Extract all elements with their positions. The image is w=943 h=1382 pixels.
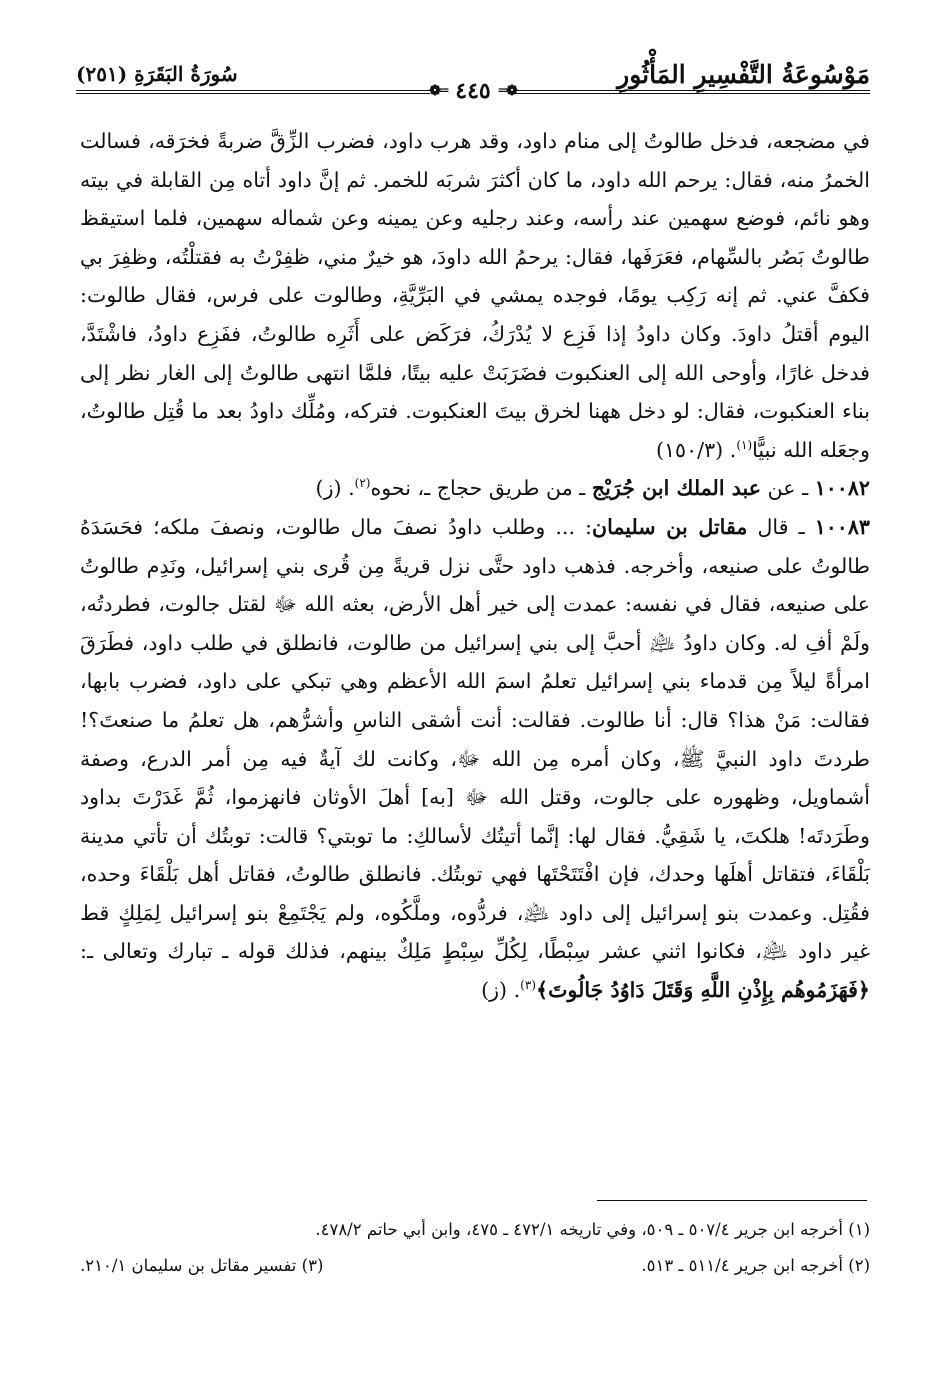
entry-10083 [80, 508, 870, 1010]
entry-text: ـ من طريق حجاج ـ، نحوه [370, 476, 592, 501]
entry-connector: ـ قال [747, 514, 815, 539]
paragraph-continuation [80, 122, 870, 469]
entry-number: ١٠٠٨٢ [814, 476, 870, 501]
page-number: ٤٤٥ [455, 78, 491, 104]
footnote-2: (٢) أخرجه ابن جرير ٥١١/٤ ـ ٥١٣. [641, 1256, 870, 1275]
entry-author: مقاتل بن سليمان [592, 514, 748, 539]
source-ref: . (١٥٠/٣) [655, 437, 737, 462]
entry-author: عبد الملك ابن جُرَيْج [591, 476, 762, 501]
entry-10082 [80, 469, 870, 508]
book-title: مَوْسُوعَةُ التَّفْسِيرِ المَأْثُورِ [617, 60, 870, 89]
source-ref: . (ز) [315, 476, 355, 501]
footnotes [80, 1212, 870, 1284]
footnote-ref: (٢) [354, 476, 371, 491]
footnote-divider [597, 1200, 867, 1201]
header-rule-right [516, 90, 870, 94]
surah-label: سُورَةُ البَقَرَةِ (٢٥١) [76, 62, 238, 86]
quran-verse: ﴿فَهَزَمُوهُم بِإِذْنِ اللَّهِ وَقَتَلَ دَاوُدُ جَالُوتَ﴾ [536, 978, 870, 1003]
ornament-icon: ❁═ [498, 83, 517, 99]
page-number-block [429, 78, 517, 104]
paragraph-text: في مضجعه، فدخل طالوتُ إلى منام داود، وقد هرب داود، فضرب الزِّقَّ ضربةً فخرَقه، فسالت الخمرُ منه، فقال: يرحم الله داود، ما كان أكثرَ شربَه للخمر. ثم إنَّ داود أتاه مِن القابلة في بيته وهو نائم، فوضع سهمين عند رأسه، وعند رجليه وعن يمينه وعن شماله سهمين، فلما استيقظ طالوتُ بَصُر بالسِّهام، فعَرَفَها، فقال: يرحمُ الله داودَ، هو خيرٌ مني، ظفِرْتُ به فقتلْتُه، وظفِرَ بي فكفَّ عني. ثم إنه رَكِب يومًا، فوجده يمشي في البَرِّيَّةِ، وطالوت على فرس، فقال طالوت: اليوم أقتلُ داودَ. وكان داودُ إذا فَزِع لا يُدْرَكُ، فرَكَض على أَثَرِه طالوتُ، ففَزِع داودُ، فاشْتَدَّ، فدخل غارًا، وأوحى الله إلى العنكبوت فضَرَبَتْ عليه بيتًا، فلمَّا انتهى طالوتُ إلى الغار نظر إلى بناء العنكبوت، فقال: لو دخل ههنا لخرق بيتَ العنكبوت. فتركه، ومُلِّك داودُ بعد ما قُتِل طالوتُ، وجعَله الله نبيًّا [80, 129, 870, 462]
entry-number: ١٠٠٨٣ [814, 514, 870, 539]
footnote-ref: (٣) [520, 978, 536, 993]
ornament-icon: ═❁ [429, 83, 448, 99]
page-header [76, 50, 870, 110]
entry-text: : ... وطلب داودُ نصفَ مال طالوت، ونصفَ ملكه؛ فحَسَدَهُ طالوتُ على صنيعه، وأخرجه. فذهب داود حتَّى نزل قريةً مِن قُرى بني إسرائيل، ونَدِم طالوتُ على صنيعه، فقال في نفسه: عمدت إلى خير أهل الأرض، بعثه الله ﷻ لقتل جالوت، فطردتُه، ولَمْ أفِ له. وكان داودُ ﵇ أحبَّ إلى بني إسرائيل من طالوت، فانطلق في طلب داود، فطَرَقَ امرأةً ليلاً مِن قدماء بني إسرائيل تعلمُ اسمَ الله الأعظم وهي تبكي على داود، فضرب بابها، فقالت: مَنْ هذا؟ قال: أنا طالوت. فقالت: أنت أشقى الناسِ وأشرُّهم، هل تعلمُ ما صنعتَ؟! طردتَ داود النبيَّ ﷺ، وكان أمره مِن الله ﷻ، وكانت لك آيةٌ فيه مِن أمر الدرع، وصفة أشماويل، وظهوره على جالوت، وقتل الله ﷻ [به] أهلَ الأوثان فانهزموا، ثُمَّ غَدَرْتَ بداود وطَرَدتَه! هلكتَ، يا شَقِيُّ. فقال لها: إنَّما أتيتُك لأسالكِ: ما توبتي؟ قالت: توبتُك أن تأتي مدينة بَلْقَاءَ، فتقاتل أهلَها وحدك، فإن افْتَتَحْتَها فهي توبتُك. فانطلق طالوتُ، فقاتل أهل بَلْقَاءَ وحده، فقُتِل. وعمدت بنو إسرائيل إلى داود ﵇، فردُّوه، وملَّكُوه، ولم يَجْتَمِعْ بنو إسرائيل لِمَلِكٍ قط غير داود ﵇، فكانوا اثني عشر سِبْطًا، لِكُلِّ سِبْطٍ مَلِكٌ بينهم، فذلك قوله ـ تبارك وتعالى ـ: [80, 514, 870, 964]
footnote-1: (١) أخرجه ابن جرير ٥٠٧/٤ ـ ٥٠٩، وفي تاريخه ٤٧٢/١ ـ ٤٧٥، وابن أبي حاتم ٤٧٨/٢. [315, 1220, 870, 1239]
footnote-row [80, 1248, 870, 1284]
header-rule-left [76, 90, 430, 94]
entry-connector: ـ عن [761, 476, 815, 501]
footnote-ref: (١) [736, 437, 753, 452]
source-ref: . (ز) [481, 978, 521, 1003]
footnote-3: (٣) تفسير مقاتل بن سليمان ٢١٠/١. [80, 1256, 324, 1275]
main-text [80, 122, 870, 1010]
